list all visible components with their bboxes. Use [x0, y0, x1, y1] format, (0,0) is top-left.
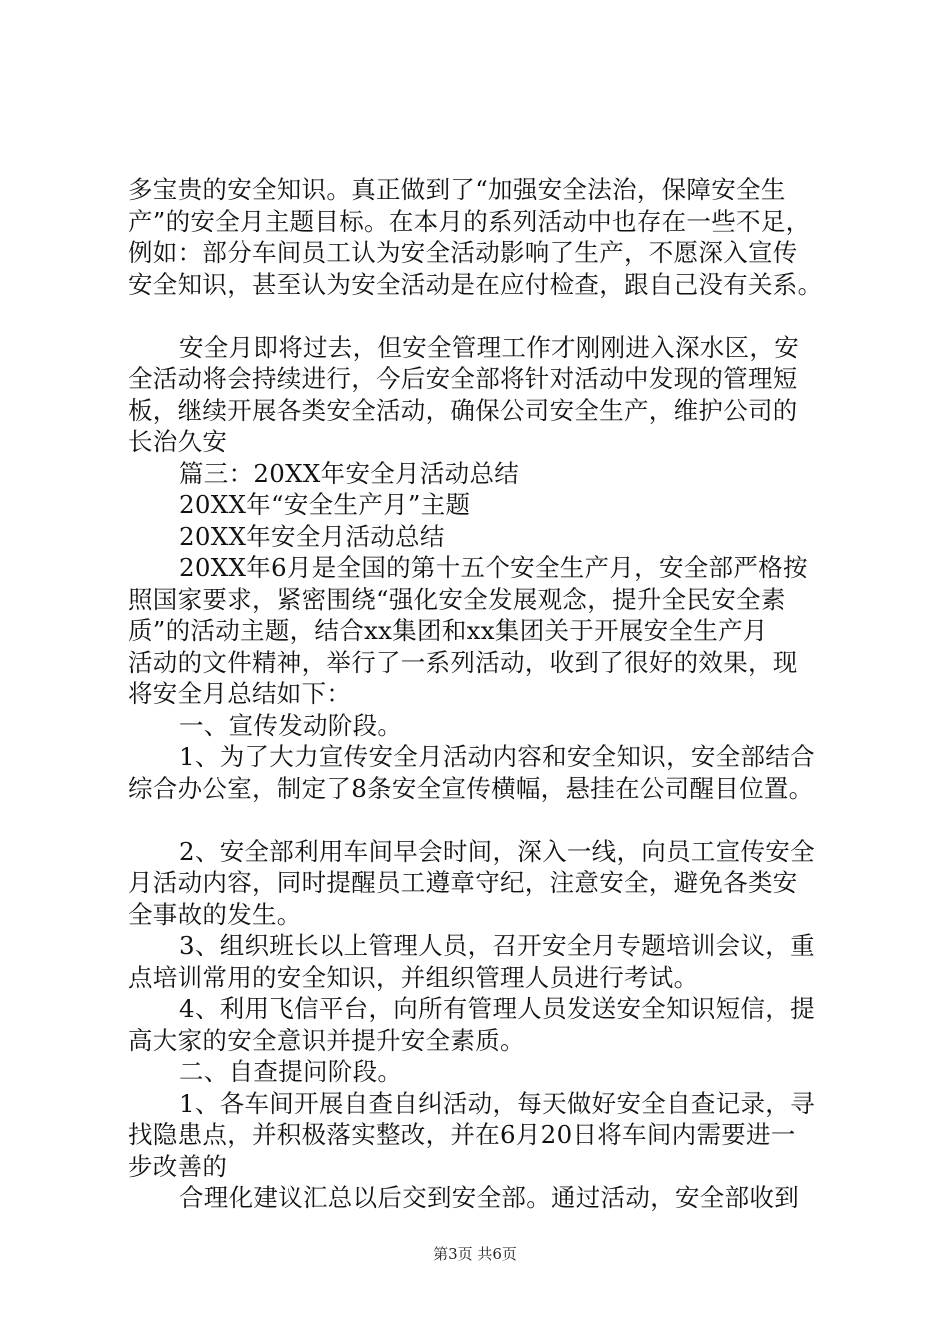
page-number: 第3页 共6页 — [433, 1245, 517, 1263]
text-line: 点培训常用的安全知识，并组织管理人员进行考试。 — [128, 962, 699, 992]
text-line: 安全月即将过去，但安全管理工作才刚刚进入深水区，安 — [179, 332, 799, 362]
text-line: 长治久安 — [128, 427, 228, 456]
text-line: 20XX年6月是全国的第十五个安全生产月，安全部严格按 — [179, 553, 808, 582]
text-line: 2、安全部利用车间早会时间，深入一线，向员工宣传安全 — [179, 836, 815, 866]
text-line: 产”的安全月主题目标。在本月的系列活动中也存在一些不足， — [128, 206, 811, 236]
text-line: 安全知识，甚至认为安全活动是在应付检查，跟自己没有关系。 — [128, 269, 823, 299]
text-line: 找隐患点，并积极落实整改，并在6月20日将车间内需要进一 — [128, 1120, 796, 1149]
text-line: 例如：部分车间员工认为安全活动影响了生产，不愿深入宣传 — [128, 238, 798, 267]
text-line: 1、为了大力宣传安全月活动内容和安全知识，安全部结合 — [179, 742, 815, 771]
subtitle-line: 20XX年安全月活动总结 — [179, 521, 445, 551]
section-heading: 一、宣传发动阶段。 — [179, 710, 403, 740]
text-line: 步改善的 — [128, 1151, 228, 1181]
text-line: 将安全月总结如下： — [128, 679, 352, 708]
document-body — [128, 174, 838, 1214]
text-line: 3、组织班长以上管理人员，召开安全月专题培训会议，重 — [179, 931, 815, 960]
text-line: 板，继续开展各类安全活动，确保公司安全生产，维护公司的 — [128, 395, 798, 425]
subtitle-line: 20XX年“安全生产月”主题 — [179, 490, 471, 519]
paragraph-gap — [128, 804, 838, 836]
text-line: 4、利用飞信平台，向所有管理人员发送安全知识短信，提 — [179, 994, 815, 1023]
section-heading: 二、自查提问阶段。 — [179, 1057, 403, 1086]
text-line: 1、各车间开展自查自纠活动，每天做好安全自查记录，寻 — [179, 1088, 815, 1118]
paragraph-gap — [128, 300, 838, 332]
text-line: 活动的文件精神，举行了一系列活动，收到了很好的效果，现 — [128, 647, 798, 677]
text-line: 质”的活动主题，结合xx集团和xx集团关于开展安全生产月 — [128, 616, 768, 645]
text-line: 照国家要求，紧密围绕“强化安全发展观念，提升全民安全素 — [128, 584, 786, 614]
text-line: 多宝贵的安全知识。真正做到了“加强安全法治，保障安全生 — [128, 175, 786, 204]
text-line: 全事故的发生。 — [128, 899, 302, 929]
text-line: 高大家的安全意识并提升安全素质。 — [128, 1025, 525, 1055]
text-line: 合理化建议汇总以后交到安全部。通过活动，安全部收到 — [179, 1183, 799, 1212]
text-line: 综合办公室，制定了8条安全宣传横幅，悬挂在公司醒目位置。 — [128, 773, 814, 803]
text-line: 月活动内容，同时提醒员工遵章守纪，注意安全，避免各类安 — [128, 868, 798, 897]
section-heading: 篇三：20XX年安全月活动总结 — [179, 458, 520, 488]
text-line: 全活动将会持续进行，今后安全部将针对活动中发现的管理短 — [128, 364, 798, 393]
